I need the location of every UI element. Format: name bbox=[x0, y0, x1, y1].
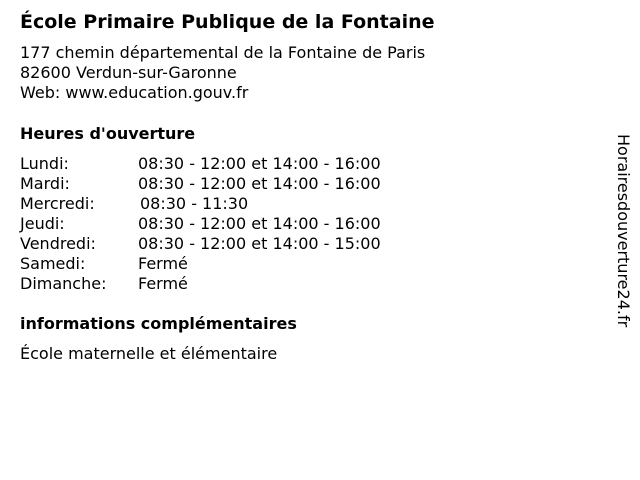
day-label: Lundi: bbox=[20, 154, 69, 173]
day-hours: Fermé bbox=[138, 274, 188, 293]
day-label: Dimanche: bbox=[20, 274, 107, 293]
hours-row-saturday bbox=[20, 254, 381, 274]
day-label: Mardi: bbox=[20, 174, 70, 193]
day-hours: 08:30 - 12:00 et 14:00 - 16:00 bbox=[138, 174, 381, 193]
day-label: Samedi: bbox=[20, 254, 86, 273]
day-hours: Fermé bbox=[138, 254, 188, 273]
hours-row-tuesday bbox=[20, 174, 381, 194]
hours-row-thursday bbox=[20, 214, 381, 234]
day-hours: 08:30 - 12:00 et 14:00 - 16:00 bbox=[138, 214, 381, 233]
day-hours: 08:30 - 12:00 et 14:00 - 16:00 bbox=[138, 154, 381, 173]
additional-info-text: École maternelle et élémentaire bbox=[20, 344, 278, 363]
website-line: Web: www.education.gouv.fr bbox=[20, 83, 249, 102]
side-brand-text: Horairesdouverture24.fr bbox=[614, 134, 633, 328]
hours-row-sunday bbox=[20, 274, 381, 294]
address-line-city: 82600 Verdun-sur-Garonne bbox=[20, 63, 237, 82]
day-label: Vendredi: bbox=[20, 234, 96, 253]
additional-info-heading: informations complémentaires bbox=[20, 314, 297, 333]
day-label: Mercredi: bbox=[20, 194, 95, 213]
day-label: Jeudi: bbox=[20, 214, 65, 233]
hours-row-friday bbox=[20, 234, 381, 254]
hours-row-wednesday bbox=[20, 194, 381, 214]
opening-hours-table bbox=[20, 154, 381, 294]
day-hours: 08:30 - 11:30 bbox=[140, 194, 249, 213]
address-block bbox=[20, 43, 425, 103]
address-line-street: 177 chemin départemental de la Fontaine de Paris bbox=[20, 43, 426, 62]
day-hours: 08:30 - 12:00 et 14:00 - 15:00 bbox=[138, 234, 381, 253]
hours-row-monday bbox=[20, 154, 381, 174]
opening-hours-heading: Heures d'ouverture bbox=[20, 124, 196, 143]
page-title: École Primaire Publique de la Fontaine bbox=[20, 11, 435, 33]
